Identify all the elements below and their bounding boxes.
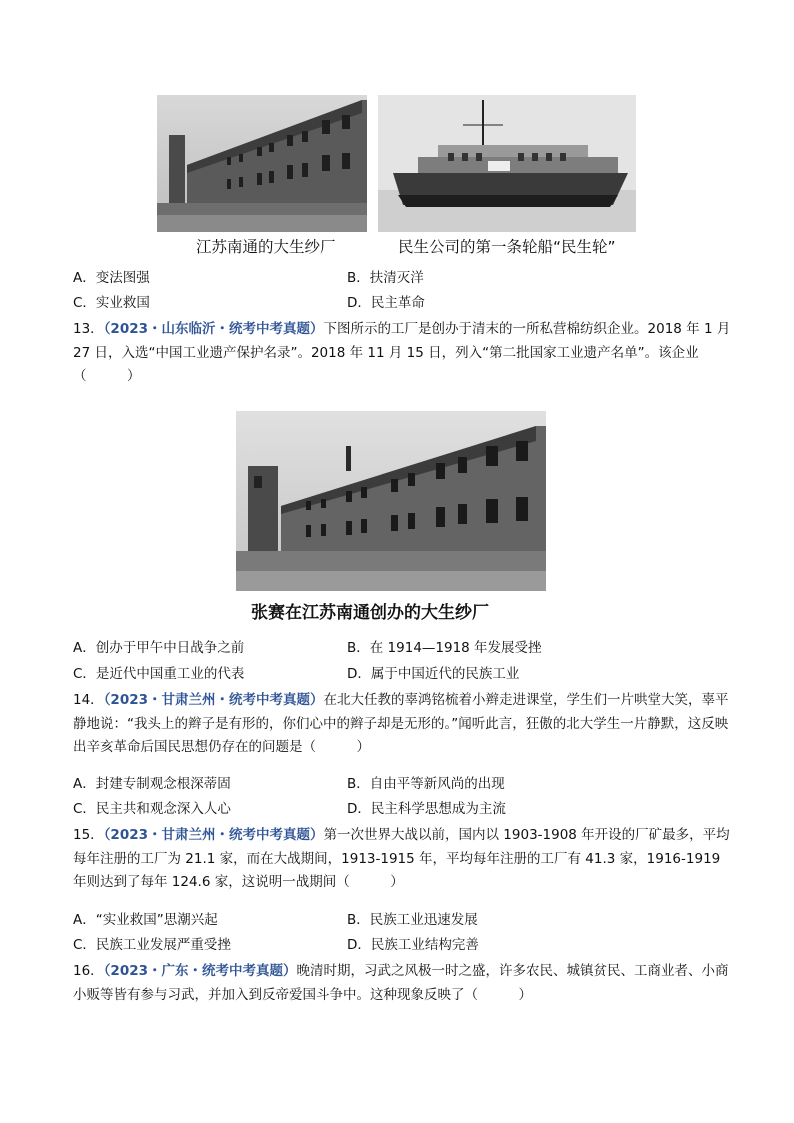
question-15-source-tag: （2023・甘肃兰州・统考中考真题） [103, 827, 324, 843]
q12-option-c: C．实业救国 [73, 295, 150, 311]
question-14-text: 在北大任教的辜鸿铭梳着小辫走进课堂，学生们一片哄堂大笑，辜平静地说：“我头上的辫子是有形的，你们心中的辫子却是无形的。”闻听此言，狂傲的北大学生一片静默，这反映出辛亥革命后国民思想仍存在的问题是（ ） [73, 692, 729, 755]
q15-option-b: B．民族工业迅速发展 [347, 912, 478, 928]
q14-option-d: D．民主科学思想成为主流 [347, 801, 506, 817]
q15-option-d: D．民族工业结构完善 [347, 937, 479, 953]
q15-option-a: A．“实业救国”思潮兴起 [73, 912, 218, 928]
question-15 [73, 824, 733, 895]
question-15-number: 15． [73, 827, 104, 843]
factory-photo-q13-illustration [236, 411, 546, 591]
question-13-source-tag: （2023・山东临沂・统考中考真题） [103, 321, 324, 337]
question-16 [73, 960, 733, 1007]
question-13 [73, 318, 733, 389]
q14-option-b: B．自由平等新风尚的出现 [347, 776, 505, 792]
q15-option-c: C．民族工业发展严重受挫 [73, 937, 231, 953]
factory-photo-q13 [236, 411, 546, 591]
q12-option-a: A．变法图强 [73, 270, 150, 286]
steamship-photo-illustration [378, 95, 636, 232]
q13-option-b: B．在 1914—1918 年发展受挫 [347, 640, 542, 656]
q13-option-d: D．属于中国近代的民族工业 [347, 666, 520, 682]
question-16-text: 晚清时期，习武之风极一时之盛，许多农民、城镇贫民、工商业者、小商小贩等皆有参与习武，并加入到反帝爱国斗争中。这种现象反映了（ ） [73, 963, 729, 1003]
question-14 [73, 689, 733, 760]
question-15-text: 第一次世界大战以前，国内以 1903-1908 年开设的厂矿最多，平均每年注册的工厂为 21.1 家，而在大战期间，1913-1915 年，平均每年注册的工厂有 41.3 家，1916-1919 年则达到了每年 124.6 家，这说明一战期间（ ） [73, 827, 730, 890]
q13-option-c: C．是近代中国重工业的代表 [73, 666, 245, 682]
q13-option-a: A．创办于甲午中日战争之前 [73, 640, 245, 656]
question-16-source-tag: （2023・广东・统考中考真题） [103, 963, 297, 979]
question-14-source-tag: （2023・甘肃兰州・统考中考真题） [103, 692, 324, 708]
q14-option-c: C．民主共和观念深入人心 [73, 801, 231, 817]
question-14-number: 14． [73, 692, 104, 708]
factory-photo-top-left [157, 95, 367, 232]
q12-option-b: B．扶清灭洋 [347, 270, 424, 286]
q13-photo-caption: 张赛在江苏南通创办的大生纱厂 [251, 603, 489, 623]
question-13-text: 下图所示的工厂是创办于清末的一所私营棉纺织企业。2018 年 1 月 27 日，入选“中国工业遗产保护名录”。2018 年 11 月 15 日，列入“第二批国家工业遗产名单”。该企业（ ） [73, 321, 731, 384]
top-right-caption: 民生公司的第一条轮船“民生轮” [398, 238, 616, 256]
q14-option-a: A．封建专制观念根深蒂固 [73, 776, 231, 792]
steamship-photo [378, 95, 636, 232]
question-13-number: 13． [73, 321, 104, 337]
question-16-number: 16． [73, 963, 104, 979]
top-left-caption: 江苏南通的大生纱厂 [196, 238, 336, 256]
factory-photo-illustration [157, 95, 367, 232]
q12-option-d: D．民主革命 [347, 295, 425, 311]
